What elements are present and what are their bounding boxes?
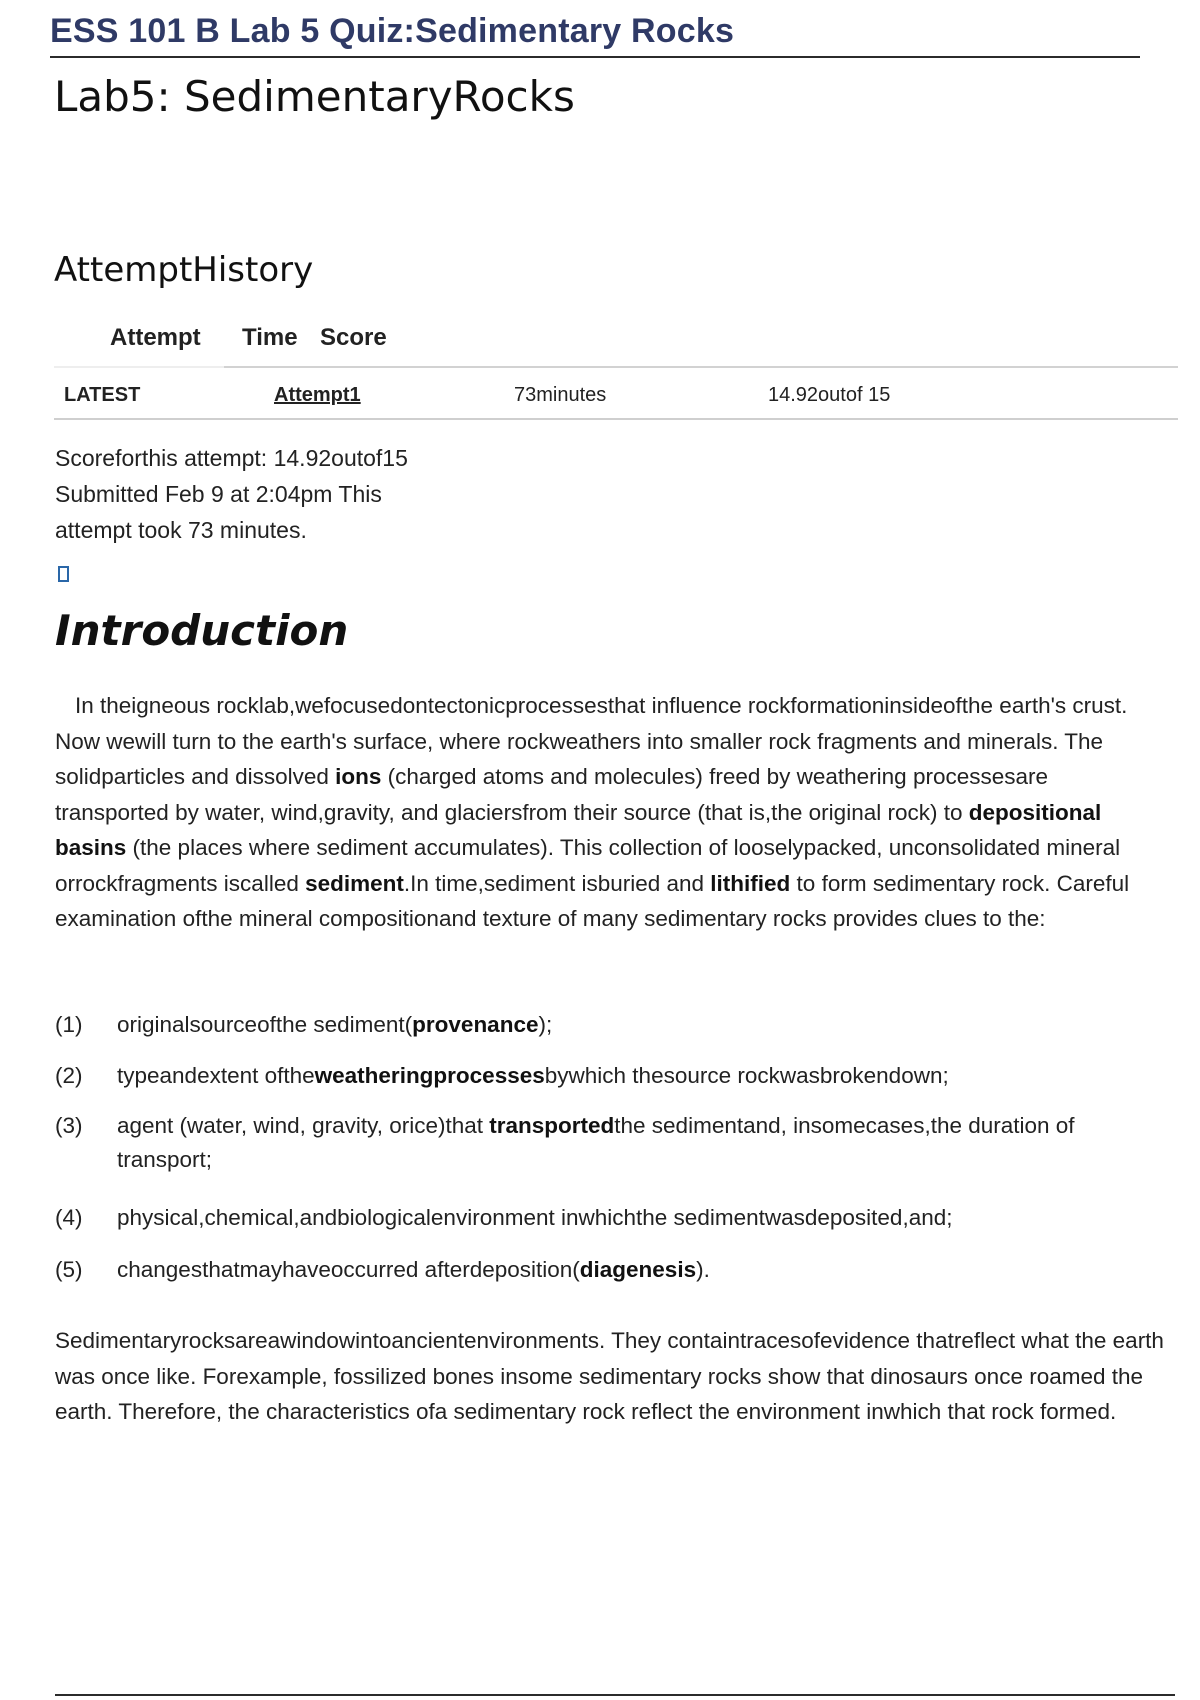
attempt-link[interactable]: Attempt1 bbox=[274, 384, 361, 406]
intro-text: to form sedimentary rock. Careful examination ofthe mineral compositionand texture of many sedimentary rocks provides clues to the: bbox=[55, 870, 1130, 931]
list-text: ); bbox=[538, 1012, 553, 1037]
list-text: the sedimentand, insomecases,the duration of transport; bbox=[117, 1113, 1075, 1172]
list-item bbox=[55, 1008, 1165, 1042]
term-sediment: sediment bbox=[305, 870, 404, 896]
introduction-paragraph bbox=[55, 688, 1165, 937]
list-text: typeandextent ofthe bbox=[117, 1063, 315, 1088]
score-line: Scoreforthis attempt: 14.92outof15 bbox=[55, 445, 408, 471]
course-header bbox=[50, 8, 1140, 58]
list-text: physical,chemical,andbiologicalenvironment inwhichthe sedimentwasdeposited,and; bbox=[117, 1205, 953, 1230]
duration-line: attempt took 73 minutes. bbox=[55, 517, 307, 543]
list-text: bywhich thesource rockwasbrokendown; bbox=[544, 1063, 949, 1088]
closing-paragraph: Sedimentaryrocksareawindowintoancientenvironments. They containtracesofevidence thatreflect what the earth was once like. Forexample, fossilized bones insome sedimentary rocks show that dinosaurs once roamed the earth. Therefore, the characteristics ofa sedimentary rock reflect the environment inwhich that rock formed. bbox=[55, 1328, 1164, 1424]
list-text: agent (water, wind, gravity, orice)that bbox=[117, 1113, 490, 1138]
list-item bbox=[55, 1109, 1165, 1177]
flag-question-icon[interactable] bbox=[58, 566, 69, 582]
attempt-score: 14.92outof 15 bbox=[768, 384, 891, 406]
list-text: ). bbox=[696, 1257, 710, 1282]
list-number: (4) bbox=[55, 1205, 83, 1230]
column-header-score: Score bbox=[320, 324, 387, 351]
intro-text: (charged atoms and molecules) freed by weathering processesare transported by water, wind,gravity, and glaciersfrom their source (that is,the original rock) to bbox=[55, 764, 1049, 825]
column-header-time: Time bbox=[242, 324, 298, 351]
list-text: originalsourceofthe sediment( bbox=[117, 1012, 413, 1037]
list-item bbox=[55, 1201, 1165, 1235]
intro-text: (the places where sediment accumulates). This collection of looselypacked, unconsolidated mineral orrockfragments iscalled bbox=[55, 835, 1121, 896]
table-header bbox=[54, 320, 1178, 366]
attempt-time: 73minutes bbox=[514, 384, 607, 406]
list-term: transported bbox=[489, 1113, 615, 1138]
list-text: changesthatmayhaveoccurred afterdeposition( bbox=[117, 1257, 580, 1282]
table-row bbox=[54, 370, 1178, 420]
introduction-heading: Introduction bbox=[55, 606, 349, 655]
header-divider-left bbox=[54, 366, 224, 368]
quiz-title: Lab5: SedimentaryRocks bbox=[54, 72, 575, 121]
list-term: diagenesis bbox=[579, 1257, 697, 1282]
term-lithified: lithified bbox=[710, 870, 791, 896]
course-title: ESS 101 B Lab 5 Quiz:Sedimentary Rocks bbox=[50, 12, 735, 50]
latest-label: LATEST bbox=[64, 384, 141, 406]
intro-text: .In time,sediment isburied and bbox=[403, 870, 711, 896]
intro-text: In theigneous rocklab,wefocusedontectonicprocessesthat influence rockformationinsideofthe earth's crust. Now wewill turn to the earth's surface, where rockweathers into smaller rock fragments and minerals. The solidparticles and dissolved bbox=[55, 693, 1128, 789]
submitted-line: Submitted Feb 9 at 2:04pm This bbox=[55, 481, 382, 507]
column-header-attempt: Attempt bbox=[110, 324, 201, 351]
list-term: provenance bbox=[412, 1012, 539, 1037]
attempt-history-heading: AttemptHistory bbox=[54, 250, 314, 290]
list-number: (5) bbox=[55, 1257, 83, 1282]
term-depositional-basins: depositional basins bbox=[55, 799, 1102, 860]
attempt-history-table bbox=[54, 320, 1178, 420]
list-number: (1) bbox=[55, 1012, 83, 1037]
header-divider bbox=[224, 366, 1178, 368]
footer-divider bbox=[55, 1694, 1175, 1696]
list-item bbox=[55, 1253, 1165, 1287]
list-term: weatheringprocesses bbox=[314, 1063, 545, 1088]
clues-list bbox=[55, 1008, 1165, 1287]
list-item bbox=[55, 1059, 1165, 1093]
attempt-summary bbox=[55, 440, 408, 548]
term-ions: ions bbox=[335, 764, 382, 789]
list-number: (3) bbox=[55, 1113, 83, 1138]
list-number: (2) bbox=[55, 1063, 83, 1088]
